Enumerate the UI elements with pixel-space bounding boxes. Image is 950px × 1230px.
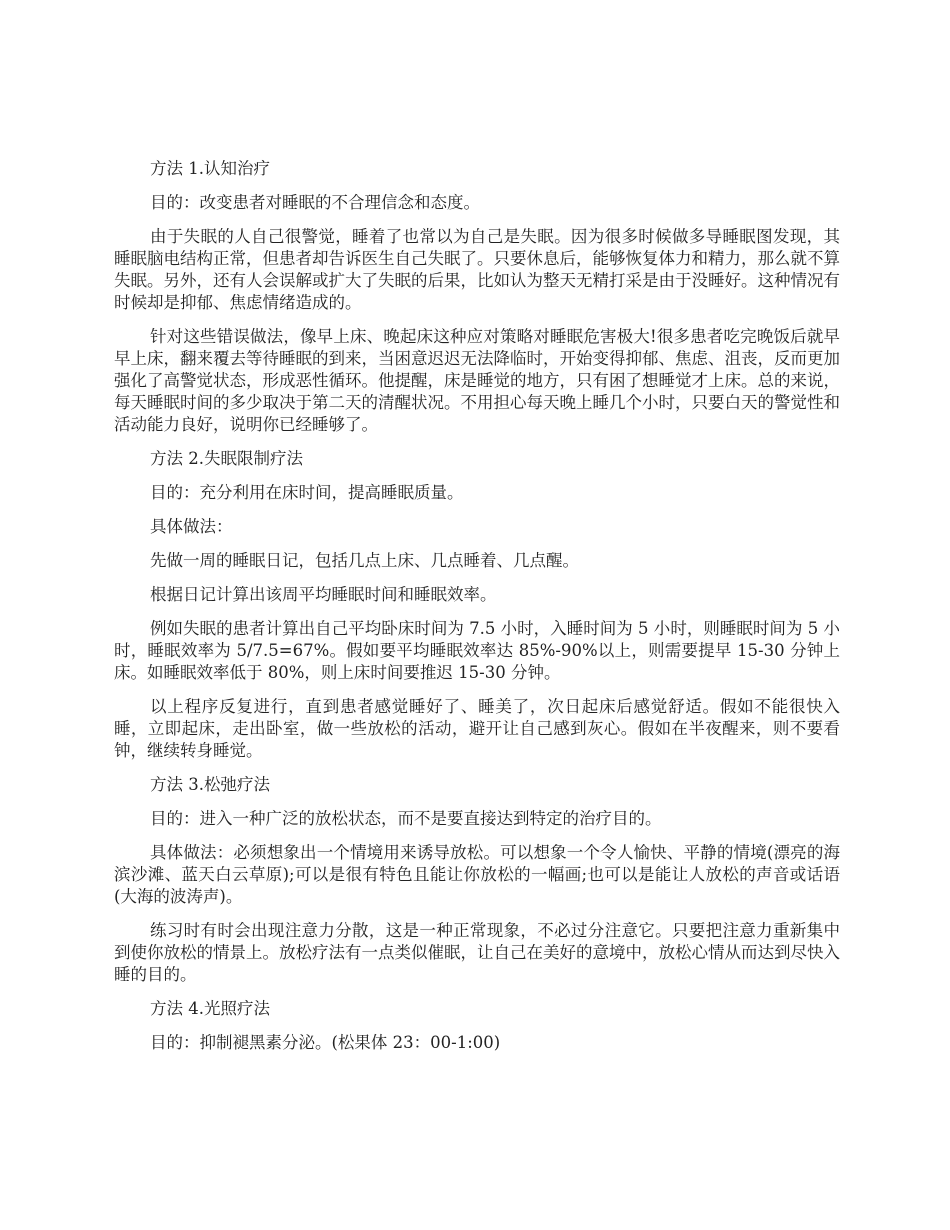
body-paragraph: 练习时有时会出现注意力分散，这是一种正常现象，不必过分注意它。只要把注意力重新集中到使你放松的情景上。放松疗法有一点类似催眠，让自己在美好的意境中，放松心情从而达到尽快入睡的目的。 (114, 921, 840, 984)
document-page (114, 158, 840, 1066)
heading-method-3: 方法 3.松弛疗法 (150, 775, 270, 794)
heading-method-1: 方法 1.认知治疗 (150, 159, 270, 178)
body-paragraph: 针对这些错误做法，像早上床、晚起床这种应对策略对睡眠危害极大!很多患者吃完晚饭后就早早上床，翻来覆去等待睡眠的到来，当困意迟迟无法降临时，开始变得抑郁、焦虑、沮丧，反而更加强化了高警觉状态，形成恶性循环。他提醒，床是睡觉的地方，只有困了想睡觉才上床。总的来说，每天睡眠时间的多少取决于第二天的清醒状况。不用担心每天晚上睡几个小时，只要白天的警觉性和活动能力良好，说明你已经睡够了。 (114, 327, 840, 434)
purpose-method-4: 目的：抑制褪黑素分泌。(松果体 23：00-1:00) (150, 1033, 501, 1052)
step-paragraph: 根据日记计算出该周平均睡眠时间和睡眠效率。 (150, 585, 497, 604)
purpose-method-1: 目的：改变患者对睡眠的不合理信念和态度。 (150, 193, 480, 212)
body-paragraph: 例如失眠的患者计算出自己平均卧床时间为 7.5 小时，入睡时间为 5 小时，则睡眠时间为 5 小时，睡眠效率为 5/7.5=67%。假如要平均睡眠效率达 85%-90%以上，则需要提早 15-30 分钟上床。如睡眠效率低于 80%，则上床时间要推迟 15-30 分钟。 (114, 619, 840, 682)
purpose-method-2: 目的：充分利用在床时间，提高睡眠质量。 (150, 483, 464, 502)
step-paragraph: 先做一周的睡眠日记，包括几点上床、几点睡着、几点醒。 (150, 551, 579, 570)
heading-method-4: 方法 4.光照疗法 (150, 999, 270, 1018)
body-paragraph: 以上程序反复进行，直到患者感觉睡好了、睡美了，次日起床后感觉舒适。假如不能很快入睡，立即起床，走出卧室，做一些放松的活动，避开让自己感到灰心。假如在半夜醒来，则不要看钟，继续转身睡觉。 (114, 697, 840, 760)
body-paragraph: 由于失眠的人自己很警觉，睡着了也常以为自己是失眠。因为很多时候做多导睡眠图发现，其睡眠脑电结构正常，但患者却告诉医生自己失眠了。只要休息后，能够恢复体力和精力，那么就不算失眠。另外，还有人会误解或扩大了失眠的后果，比如认为整天无精打采是由于没睡好。这种情况有时候却是抑郁、焦虑情绪造成的。 (114, 227, 840, 312)
heading-method-2: 方法 2.失眠限制疗法 (150, 449, 303, 468)
body-paragraph: 具体做法：必须想象出一个情境用来诱导放松。可以想象一个令人愉快、平静的情境(漂亮的海滨沙滩、蓝天白云草原);可以是很有特色且能让你放松的一幅画;也可以是能让人放松的声音或话语(大海的波涛声)。 (114, 843, 840, 906)
steps-label: 具体做法： (150, 517, 233, 536)
purpose-method-3: 目的：进入一种广泛的放松状态，而不是要直接达到特定的治疗目的。 (150, 809, 662, 828)
